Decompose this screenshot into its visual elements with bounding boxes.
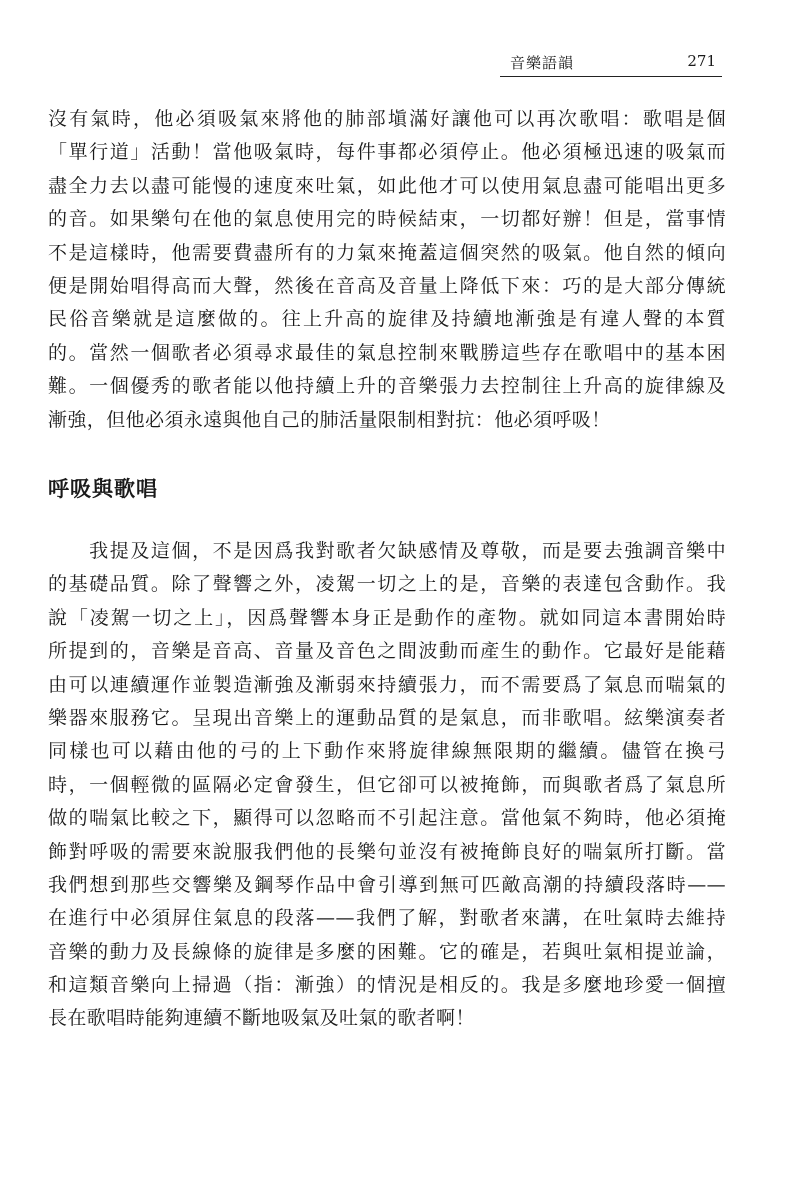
running-title: 音樂語韻 [510,54,575,72]
text-line: 我們想到那些交響樂及鋼琴作品中會引導到無可匹敵高潮的持續段落時—— [48,873,726,896]
text-line: 做的喘氣比較之下，顯得可以忽略而不引起注意。當他氣不夠時，他必須掩 [48,807,726,830]
text-line: 和這類音樂向上掃過（指：漸強）的情況是相反的。我是多麼地珍愛一個擅 [48,974,726,997]
text-line: 盡全力去以盡可能慢的速度來吐氣，如此他才可以使用氣息盡可能唱出更多 [48,174,726,197]
text-line: 的音。如果樂句在他的氣息使用完的時候結束，一切都好辦！但是，當事情 [48,208,726,231]
page-number: 271 [687,52,716,70]
section-heading: 呼吸與歌唱 [48,476,158,501]
text-line: 沒有氣時，他必須吸氣來將他的肺部塡滿好讓他可以再次歌唱：歌唱是個 [48,108,726,130]
text-line: 長在歌唱時能夠連續不斷地吸氣及吐氣的歌者啊！ [48,1007,475,1030]
text-line: 在進行中必須屏住氣息的段落——我們了解，對歌者來講，在吐氣時去維持 [48,907,726,930]
text-line: 說「凌駕一切之上」，因爲聲響本身正是動作的產物。就如同這本書開始時 [48,606,726,629]
body-paragraph-2 [48,535,726,1036]
text-line: 所提到的，音樂是音高、音量及音色之間波動而產生的動作。它最好是能藉 [48,640,726,663]
text-line: 不是這樣時，他需要費盡所有的力氣來掩蓋這個突然的吸氣。他自然的傾向 [48,241,726,264]
text-line: 便是開始唱得高而大聲，然後在音高及音量上降低下來：巧的是大部分傳統 [48,274,726,297]
text-line: 同樣也可以藉由他的弓的上下動作來將旋律線無限期的繼續。儘管在換弓 [48,740,726,763]
text-line: 樂器來服務它。呈現出音樂上的運動品質的是氣息，而非歌唱。絃樂演奏者 [48,706,726,729]
text-line: 的基礎品質。除了聲響之外，凌駕一切之上的是，音樂的表達包含動作。我 [48,573,726,596]
text-line: 「單行道」活動！當他吸氣時，每件事都必須停止。他必須極迅速的吸氣而 [48,141,726,164]
body-paragraph-1 [48,103,726,437]
text-line: 由可以連續運作並製造漸強及漸弱來持續張力，而不需要爲了氣息而喘氣的 [48,673,726,696]
text-line: 時，一個輕微的區隔必定會發生，但它卻可以被掩飾，而與歌者爲了氣息所 [48,773,726,796]
text-line: 民俗音樂就是這麼做的。往上升高的旋律及持續地漸強是有違人聲的本質 [48,308,726,331]
text-line: 音樂的動力及長線條的旋律是多麼的困難。它的確是，若與吐氣相提並論， [48,940,726,963]
text-line: 我提及這個，不是因爲我對歌者欠缺感情及尊敬，而是要去強調音樂中 [48,540,726,562]
text-line: 漸強，但他必須永遠與他自己的肺活量限制相對抗：他必須呼吸！ [48,408,611,431]
text-line: 的。當然一個歌者必須尋求最佳的氣息控制來戰勝這些存在歌唱中的基本困 [48,341,726,364]
text-line: 飾對呼吸的需要來說服我們他的長樂句並沒有被掩飾良好的喘氣所打斷。當 [48,840,726,863]
running-header [500,50,722,77]
text-line: 難。一個優秀的歌者能以他持續上升的音樂張力去控制往上升高的旋律線及 [48,375,726,398]
